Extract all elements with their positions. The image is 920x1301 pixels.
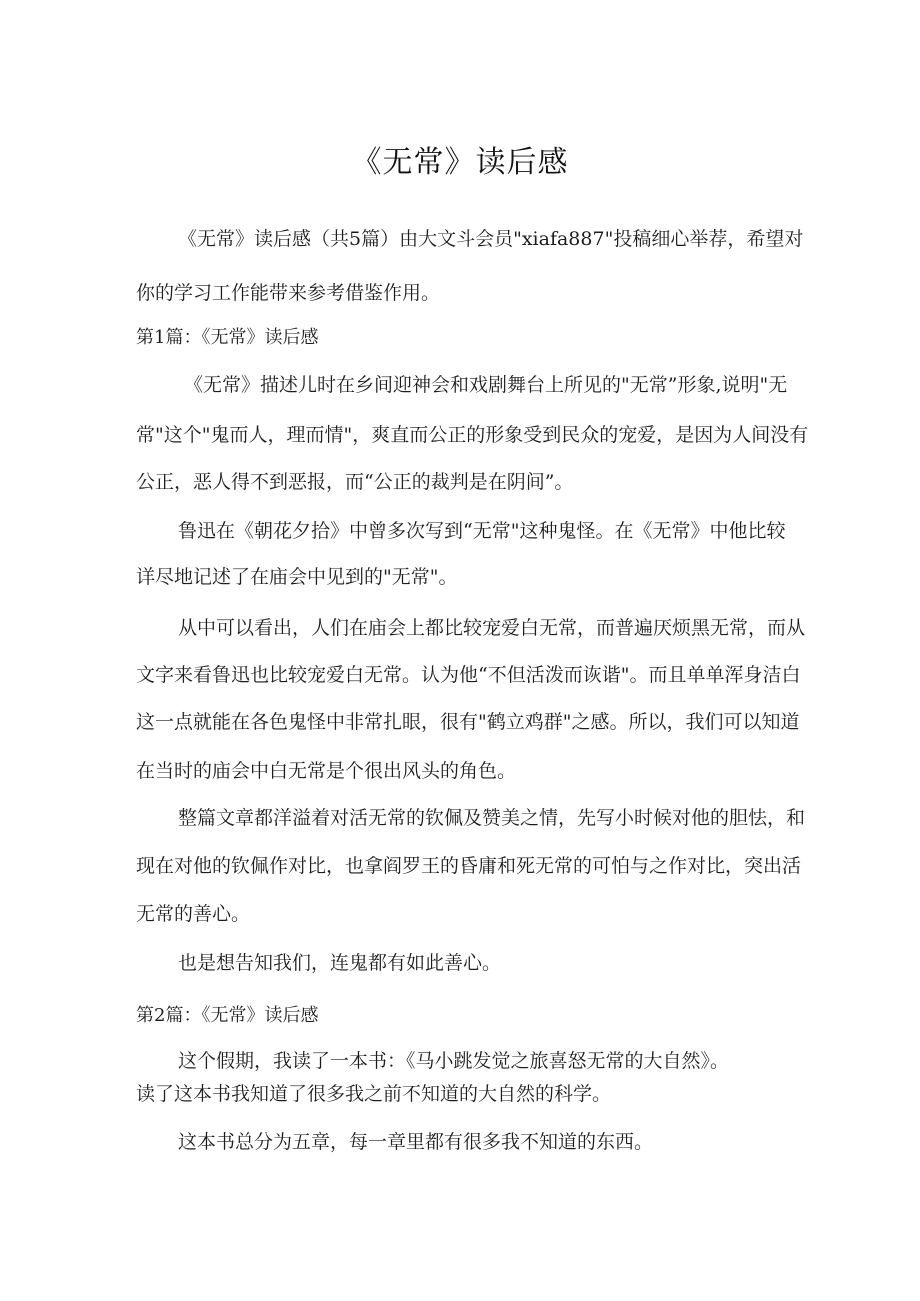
- section-1-p4-line-1: 整篇文章都洋溢着对活无常的钦佩及赞美之情，先写小时候对他的胆怯，和: [178, 807, 806, 829]
- section-2-line-3: 这本书总分为五章，每一章里都有很多我不知道的东西。: [178, 1131, 654, 1153]
- section-2-line-1: 这个假期，我读了一本书：《马小跳发觉之旅喜怒无常的大自然》。: [178, 1050, 730, 1072]
- section-1-p5-line-1: 也是想告知我们，连鬼都有如此善心。: [178, 952, 502, 974]
- section-1-p4-line-2: 现在对他的钦佩作对比，也拿阎罗王的昏庸和死无常的可怕与之作对比，突出活: [136, 855, 802, 877]
- section-1-p3-line-1: 从中可以看出，人们在庙会上都比较宠爱白无常，而普遍厌烦黑无常，而从: [178, 617, 806, 639]
- intro-line-1: 《无常》读后感（共5篇）由大文斗会员"xiafa887"投稿细心举荐，希望对: [178, 228, 804, 250]
- intro-line-2: 你的学习工作能带来参考借鉴作用。: [136, 282, 441, 304]
- section-1-p4-line-3: 无常的善心。: [136, 903, 251, 925]
- document-title: 《无常》读后感: [351, 145, 569, 180]
- section-1-p3-line-2: 文字来看鲁迅也比较宠爱白无常。认为他“不但活泼而诙谐"。而且单单浑身洁白: [136, 664, 801, 686]
- section-1-p1-line-2: 常"这个"鬼而人，理而情"，爽直而公正的形象受到民众的宠爱，是因为人间没有: [136, 424, 809, 446]
- section-1-p3-line-4: 在当时的庙会中白无常是个很出风头的角色。: [136, 760, 517, 782]
- section-1-p1-line-3: 公正，恶人得不到恶报，而“公正的裁判是在阴间”。: [136, 471, 574, 493]
- section-2-heading: 第2篇：《无常》读后感: [136, 1005, 319, 1026]
- section-1-heading: 第1篇：《无常》读后感: [136, 327, 319, 348]
- section-1-p1-line-1: 《无常》描述儿时在乡间迎神会和戏剧舞台上所见的"无常”形象,说明"无: [184, 374, 788, 396]
- section-1-p2-line-1: 鲁迅在《朝花夕拾》中曾多次写到“无常"这种鬼怪。在《无常》中他比较: [178, 520, 786, 542]
- section-1-p3-line-3: 这一点就能在各色鬼怪中非常扎眼，很有"鹤立鸡群"之感。所以，我们可以知道: [136, 711, 800, 733]
- section-2-line-2: 读了这本书我知道了很多我之前不知道的大自然的科学。: [136, 1083, 612, 1105]
- section-1-p2-line-2: 详尽地记述了在庙会中见到的"无常"。: [136, 566, 458, 588]
